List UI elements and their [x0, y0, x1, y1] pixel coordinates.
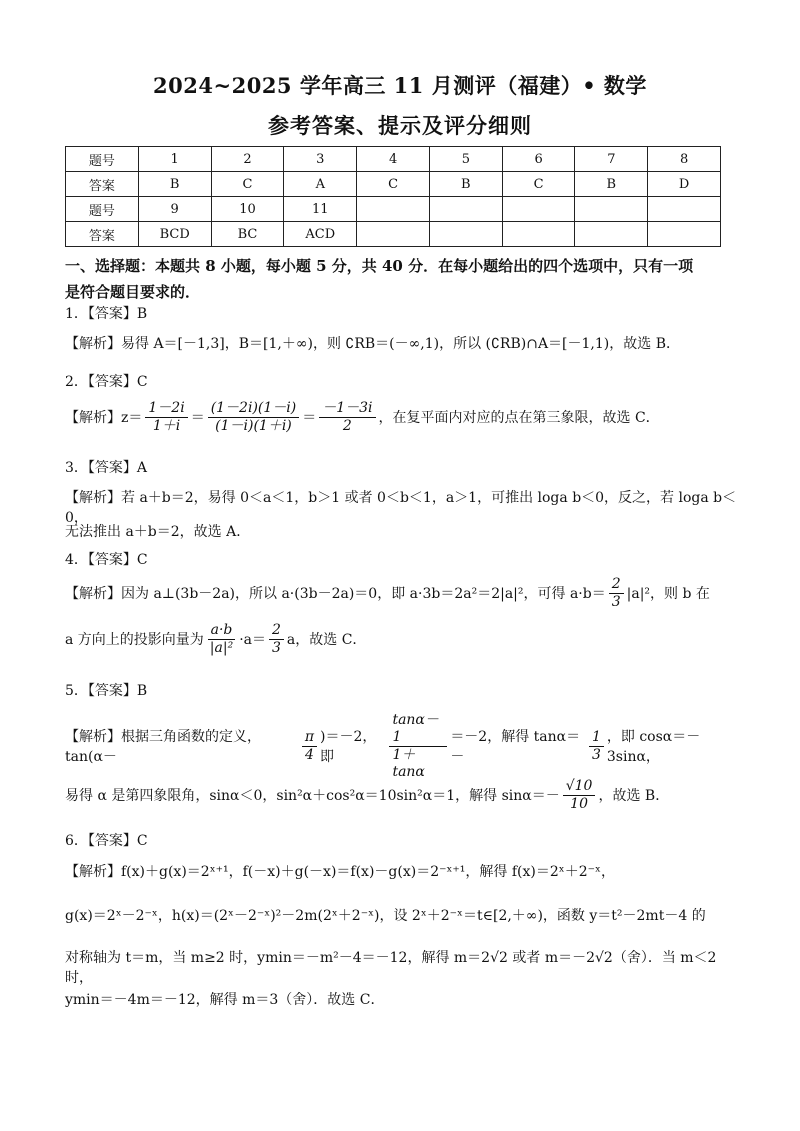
answer-table-cell: C — [502, 172, 575, 197]
q5-f4-num: √10 — [563, 778, 596, 796]
answer-table-cell: BC — [211, 222, 284, 247]
q5-line1-suffix: ，即 cosα＝－3sinα， — [606, 728, 701, 765]
answer-table-cell: 2 — [211, 147, 284, 172]
answer-table-row — [66, 172, 721, 197]
answer-table-cell — [575, 222, 648, 247]
document-title: 2024~2025 学年高三 11 月测评（福建）• 数学 — [153, 73, 647, 98]
q4-fraction-2 — [207, 622, 236, 657]
q1-analysis: 【解析】易得 A＝[－1,3]，B＝[1,＋∞)，则 ∁RB＝(－∞,1)，所以 (∁RB)∩A＝[－1,1)，故选 B． — [65, 336, 680, 352]
answer-table-cell: 1 — [138, 147, 211, 172]
q5-line1-prefix: 【解析】根据三角函数的定义，tan(α－ — [65, 728, 261, 765]
q2-fraction-3 — [319, 400, 375, 435]
answer-table-cell: 4 — [357, 147, 430, 172]
q2-f3-den: 2 — [342, 418, 352, 434]
q2-f1-num: 1－2i — [145, 400, 187, 418]
answer-table-cell: ACD — [284, 222, 357, 247]
q5-fraction-4 — [563, 778, 596, 813]
answer-table-row-header: 题号 — [66, 147, 139, 172]
answer-table-cell — [429, 197, 502, 222]
q4-line2-prefix: a 方向上的投影向量为 — [65, 631, 204, 648]
q5-f3-den: 3 — [591, 747, 601, 763]
q5-analysis-line1 — [65, 712, 745, 781]
answer-table-cell — [648, 197, 721, 222]
q6-analysis-line1: 【解析】f(x)＋g(x)＝2ˣ⁺¹，f(－x)＋g(－x)＝f(x)－g(x)＝2⁻ˣ⁺¹，解得 f(x)＝2ˣ＋2⁻ˣ， — [65, 864, 615, 880]
answer-table-cell — [502, 197, 575, 222]
q4-f2-num: a·b — [208, 622, 236, 640]
q4-analysis-line2 — [65, 622, 745, 657]
q6-analysis-line3: 对称轴为 t＝m，当 m≥2 时，ymin＝－m²－4＝－12，解得 m＝2√2 或者 m＝－2√2（舍）．当 m＜2 时， — [65, 950, 717, 986]
answer-table-cell: B — [138, 172, 211, 197]
q3-analysis-line1: 【解析】若 a＋b＝2，易得 0＜a＜1，b＞1 或者 0＜b＜1，a＞1，可推出 loga b＜0，反之，若 loga b＜0， — [65, 490, 737, 526]
answer-table-cell: B — [429, 172, 502, 197]
answer-table-cell: 10 — [211, 197, 284, 222]
answer-table-cell — [357, 197, 430, 222]
q4-f3-num: 2 — [269, 622, 284, 640]
q5-f1-num: π — [302, 729, 317, 747]
answer-table-cell: C — [357, 172, 430, 197]
q4-analysis-line1 — [65, 576, 745, 611]
answer-table-cell: D — [648, 172, 721, 197]
q5-line1-mid: )＝－2，即 — [320, 728, 377, 765]
answer-table-cell — [357, 222, 430, 247]
q1-answer: 1．【答案】B — [65, 306, 148, 322]
q2-analysis: 【解析】z＝ $\frac{1-2i}{1+i}$ ＝ $\frac{(1-2i)(1-i)}{(1-i)(1+i)}$ ＝ $\frac{-1-3i}{2}$ ，在复平面内对应的点在第三象限，故选 C． — [65, 400, 660, 434]
q6-analysis-line4: ymin＝－4m＝－12，解得 m＝3（舍）．故选 C． — [65, 992, 385, 1008]
section-heading-line2: 是符合题目要求的． — [65, 283, 201, 301]
q2-fraction-1 — [145, 400, 187, 435]
q5-answer: 5．【答案】B — [65, 683, 148, 699]
q4-f-den: 3 — [611, 594, 621, 610]
q4-f-num: 2 — [609, 576, 624, 594]
q5-line1-mid2: ＝－2，解得 tanα＝－ — [450, 728, 581, 765]
q4-line1-tail: |a|²，则 b 在 — [626, 585, 710, 602]
q3-analysis-line2: 无法推出 a＋b＝2，故选 A． — [65, 524, 251, 540]
q2-analysis-suffix: ，在复平面内对应的点在第三象限，故选 C． — [378, 409, 660, 426]
q2-answer: 2．【答案】C — [65, 374, 148, 390]
q3-answer: 3．【答案】A — [65, 460, 148, 476]
q4-line2-suffix: a，故选 C． — [286, 631, 367, 648]
q2-f3-num: －1－3i — [319, 400, 375, 418]
answer-table-cell: 5 — [429, 147, 502, 172]
answer-table-cell — [502, 222, 575, 247]
document-subtitle: 参考答案、提示及评分细则 — [268, 113, 532, 138]
q5-f1-den: 4 — [304, 747, 314, 763]
q2-f2-den: (1－i)(1＋i) — [215, 418, 292, 434]
q4-line2-mid: ·a＝ — [239, 631, 266, 648]
q4-f2-den: |a|² — [209, 640, 234, 656]
answer-table-row — [66, 147, 721, 172]
section-heading-line1: 一、选择题：本题共 8 小题，每小题 5 分，共 40 分．在每小题给出的四个选项中，只有一项 — [65, 257, 694, 275]
q5-fraction-2 — [389, 712, 447, 781]
answer-table-cell: 9 — [138, 197, 211, 222]
answer-table-cell: 11 — [284, 197, 357, 222]
q5-f2-den: 1＋tanα — [392, 747, 425, 780]
section-heading — [65, 253, 737, 305]
q4-fraction-1 — [609, 576, 624, 611]
q5-analysis-line2 — [65, 778, 745, 813]
answer-table-row — [66, 197, 721, 222]
q4-line1-text: 【解析】因为 a⊥(3b－2a)，所以 a·(3b－2a)＝0，即 a·3b＝2a²＝2|a|²，可得 a·b＝ — [65, 585, 606, 602]
answer-table-cell — [429, 222, 502, 247]
q4-f3-den: 3 — [272, 640, 281, 656]
answer-table — [65, 146, 721, 247]
q5-fraction-3 — [589, 729, 604, 764]
q5-line2-prefix: 易得 α 是第四象限角，sinα＜0，sin²α＋cos²α＝10sin²α＝1，解得 sinα＝－ — [65, 787, 560, 804]
q4-answer: 4．【答案】C — [65, 552, 148, 568]
q5-f2-num: tanα－1 — [389, 712, 447, 747]
answer-table-cell: A — [284, 172, 357, 197]
q5-f4-den: 10 — [570, 796, 588, 812]
answer-table-row — [66, 222, 721, 247]
answer-table-cell: 7 — [575, 147, 648, 172]
q5-line2-suffix: ，故选 B． — [598, 787, 670, 804]
q6-analysis-line2: g(x)＝2ˣ－2⁻ˣ，h(x)＝(2ˣ－2⁻ˣ)²－2m(2ˣ＋2⁻ˣ)，设 2ˣ＋2⁻ˣ＝t∈[2,＋∞)，函数 y＝t²－2mt－4 的 — [65, 908, 706, 924]
answer-table-cell: 3 — [284, 147, 357, 172]
answer-table-row-header: 答案 — [66, 172, 139, 197]
q2-analysis-prefix: 【解析】z＝ — [65, 409, 143, 426]
answer-table-row-header: 题号 — [66, 197, 139, 222]
q4-fraction-3 — [269, 622, 284, 657]
answer-table-cell — [575, 197, 648, 222]
q2-f2-num: (1－2i)(1－i) — [208, 400, 300, 418]
q5-fraction-1 — [302, 729, 317, 764]
answer-table-row-header: 答案 — [66, 222, 139, 247]
q2-f1-den: 1＋i — [152, 418, 181, 434]
q6-answer: 6．【答案】C — [65, 833, 148, 849]
answer-table-cell: BCD — [138, 222, 211, 247]
answer-table-cell: B — [575, 172, 648, 197]
q5-f3-num: 1 — [589, 729, 604, 747]
answer-table-cell: C — [211, 172, 284, 197]
answer-table-cell: 6 — [502, 147, 575, 172]
answer-table-cell — [648, 222, 721, 247]
answer-table-cell: 8 — [648, 147, 721, 172]
q2-fraction-2 — [208, 400, 300, 435]
